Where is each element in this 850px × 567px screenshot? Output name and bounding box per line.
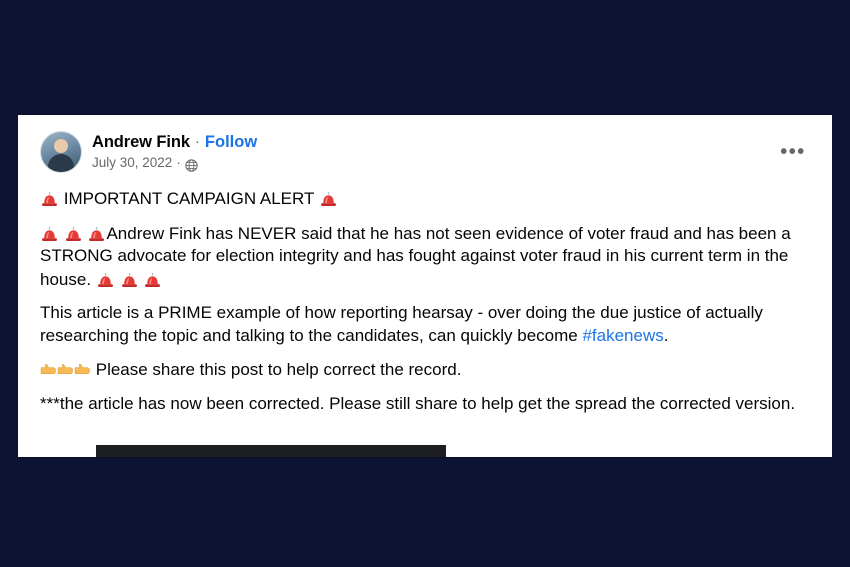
post-date[interactable]: July 30, 2022 (92, 155, 173, 170)
follow-link[interactable]: Follow (204, 133, 258, 151)
post-header-text (92, 131, 257, 171)
pointing-right-icon (57, 361, 74, 378)
post-paragraph-2 (40, 302, 810, 347)
post-header (40, 131, 810, 173)
post-body (40, 187, 810, 415)
post-author-name[interactable]: Andrew Fink (92, 133, 190, 151)
paragraph-3-text: Please share this post to help correct the record. (95, 360, 462, 379)
link-attachment-preview[interactable] (96, 445, 446, 457)
paragraph-2-text-before: This article is a PRIME example of how reporting hearsay - over doing the due justice of actually researching the topic and talking to the candidates, can quickly become (40, 303, 763, 345)
siren-icon (144, 271, 161, 288)
siren-icon (41, 225, 58, 242)
pointing-right-icon (74, 361, 91, 378)
author-follow-separator: · (194, 133, 200, 150)
post-author-row (92, 132, 257, 152)
paragraph-2-text-after: . (663, 325, 669, 345)
hashtag-link[interactable]: #fakenews (582, 325, 664, 345)
post-paragraph-4 (40, 393, 810, 416)
siren-icon (88, 225, 105, 242)
post-paragraph-1 (40, 222, 810, 292)
siren-icon (121, 271, 138, 288)
alert-heading-text: IMPORTANT CAMPAIGN ALERT (63, 189, 315, 208)
globe-icon[interactable] (185, 159, 198, 172)
post-paragraph-3 (40, 358, 810, 382)
post-meta-row (92, 155, 257, 171)
post-content (18, 115, 832, 415)
post-paragraph-alert (40, 187, 810, 211)
paragraph-4-text: ***the article has now been corrected. Please still share to help get the spread the corrected version. (40, 393, 796, 413)
siren-icon (41, 190, 58, 207)
paragraph-1-text: Andrew Fink has NEVER said that he has not seen evidence of voter fraud and has been a STRONG advocate for election integrity and has fought against voter fraud in his current term in the house. (40, 223, 791, 289)
siren-icon (65, 225, 82, 242)
avatar[interactable] (40, 131, 82, 173)
siren-icon (320, 190, 337, 207)
facebook-post-card (18, 115, 832, 457)
pointing-right-icon (40, 361, 57, 378)
meta-separator: · (176, 155, 181, 170)
siren-icon (97, 271, 114, 288)
post-more-options-button[interactable]: ••• (780, 141, 806, 163)
